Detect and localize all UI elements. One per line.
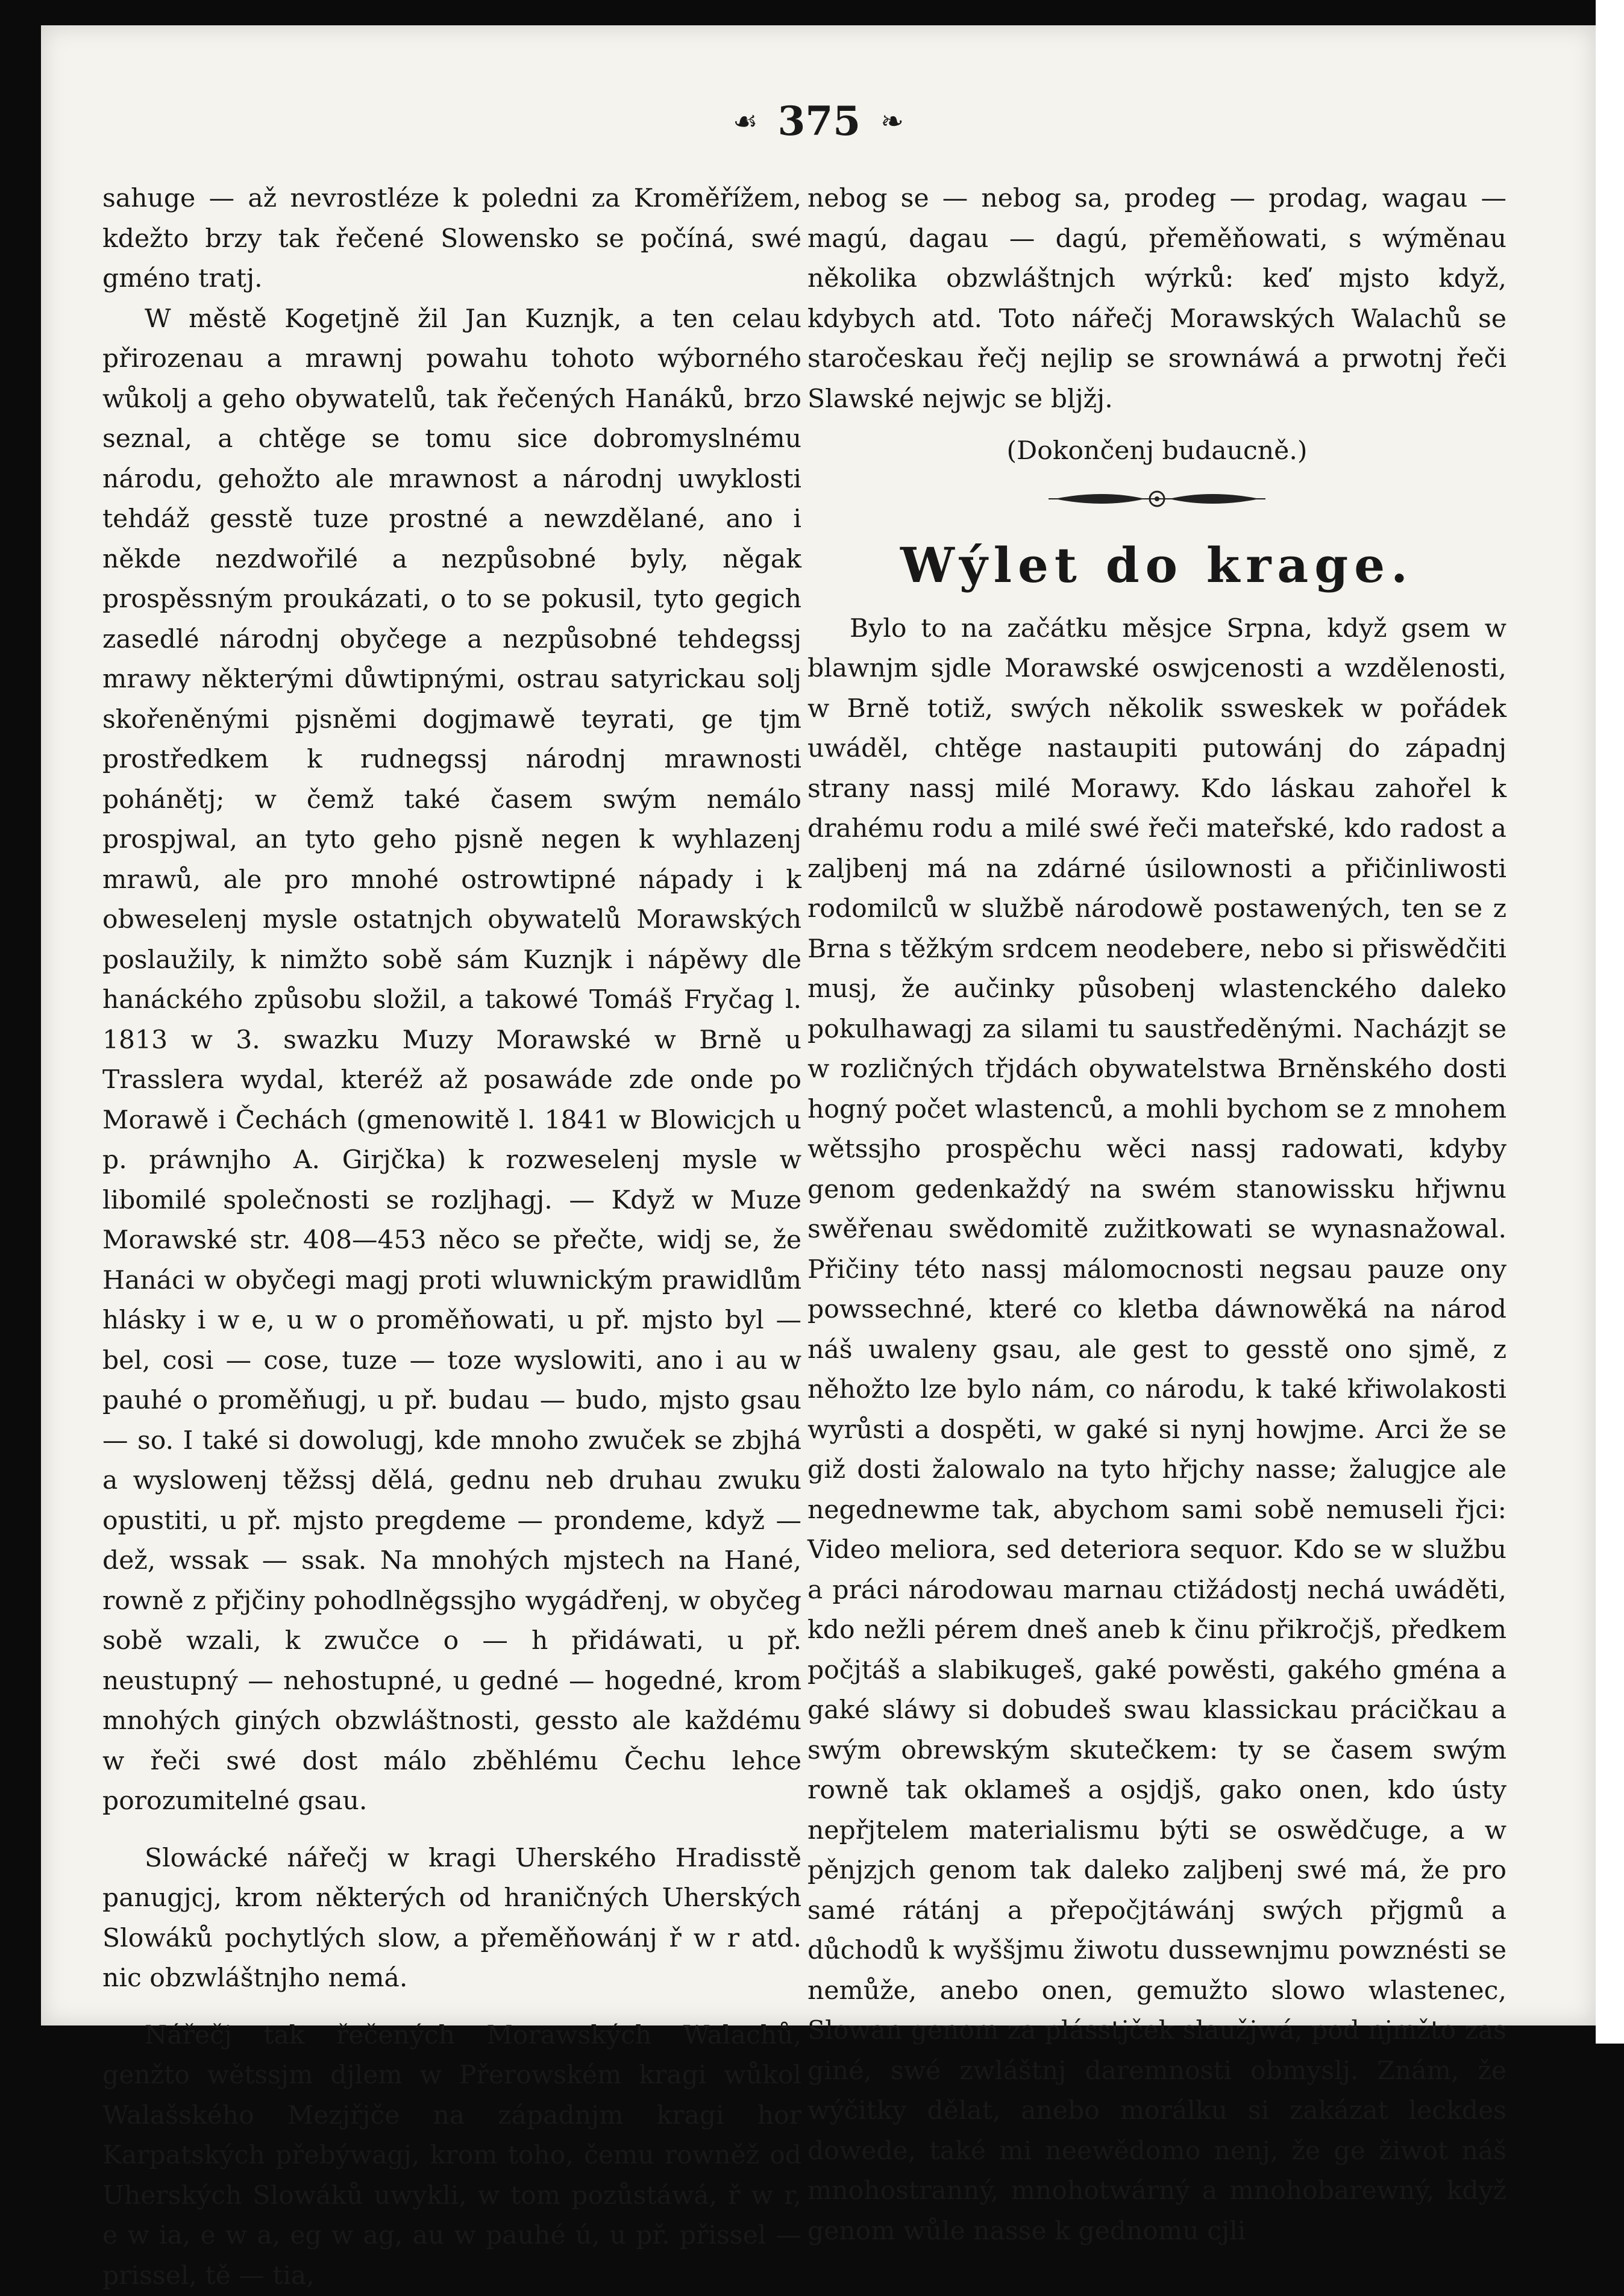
page-number: 375 (777, 98, 861, 145)
paragraph: nebog se — nebog sa, prodeg — prodag, wagau — magú, dagau — dagú, přeměňowati, s wýměnau několika obzwláštnjch wýrků: keď mjsto když, kdybych atd. Toto nářečj Morawských Walachů se staročeskau řečj nejlip se srownáwá a prwotnj řeči Slawské nejwjc se bljžj. (807, 179, 1506, 419)
section-divider (807, 478, 1506, 520)
ornament-left-icon: ☙ (733, 105, 757, 137)
page-header (41, 98, 1596, 158)
article-title: Wýlet do krage. (807, 532, 1506, 598)
continuation-note: (Dokončenj budaucně.) (807, 431, 1506, 472)
right-column (807, 179, 1506, 2251)
book-page (41, 25, 1596, 2025)
paragraph: Bylo to na začátku měsjce Srpna, když gsem w blawnjm sjdle Morawské oswjcenosti a wzdělenosti, w Brně totiž, swých několik ssweskek w pořádek uwáděl, chtěge nastaupiti putowánj do západnj strany nassj milé Morawy. Kdo láskau zahořel k drahému rodu a milé swé řeči mateřské, kdo radost a zaljbenj má na zdárné úsilownosti a přičinliwosti rodomilců w službě národowě postawených, ten se z Brna s těžkým srdcem neodebere, nebo si přiswědčiti musj, že aučinky působenj wlastenckého daleko pokulhawagj za silami tu saustředěnými. Nacházjt se w rozličných třjdách obywatelstwa Brněnského dosti hogný počet wlastenců, a mohli bychom se z mnohem wětssjho prospěchu wěci nassj radowati, kdyby genom gedenkaždý na swém stanowissku hřjwnu swěřenau swědomitě zužitkowati se wynasnažowal. Přičiny této nassj málomocnosti negsau pauze ony powssechné, které co kletba dáwnowěká na národ náš uwaleny gsau, ale gest to gesstě ono sjmě, z něhožto lze bylo nám, co národu, k také křiwolakosti wyrůsti a dospěti, w gaké si nynj howjme. Arci že se giž dosti žalowalo na tyto hřjchy nasse; žalugjce ale negednewme tak, abychom sami sobě nemuseli řjci: Video meliora, sed deteriora sequor. Kdo se w službu a práci národowau marnau ctižádostj nechá uwáděti, kdo nežli pérem dneš aneb k činu přikročjš, předkem počjtáš a slabikugeš, gaké powěsti, gakého gména a gaké sláwy si dobudeš swau klassickau prácičkau a swým obrewským skutečkem: ty se časem swým rowně tak oklameš a osjdjš, gako onen, kdo ústy nepřjtelem materialismu býti se oswědčuge, a w pěnjzjch genom tak daleko zaljbenj swé má, že pro samé rátánj a přepočjtáwánj swých přjgmů a důchodů k wyššjmu žiwotu dussewnjmu powznésti se nemůže, anebo onen, gemužto slowo wlastenec, Slowan genom za plásstjček slaužjwá, pod njmžto zas giné, swé zwláštnj daremnosti obmyslj. Znám, že wýčitky dělat, anebo morálku si zakázat leckdes dowede, také mi neewědomo nenj, že ge žiwot náš mnohostranný, mnohotwárný a mnohobarewný, když genom wůle nasse k gednomu cjli (807, 609, 1506, 2252)
ornament-right-icon: ❧ (880, 105, 904, 137)
paragraph: Nářečj tak řečených Morawských Walachů, genžto wětssjm djlem w Přerowském kragi wůkol Walašského Mezjřjče na západnjm kragi hor Karpatských přebýwagj, krom toho, čemu rowněž od Uherských Slowáků uwykli, w tom pozůstáwá, ř w r, e w ia, e w a, eg w ag, au w pauhé ú, u př. přissel — prissel, tě — tia, (102, 2016, 801, 2296)
paragraph: Slowácké nářečj w kragi Uherského Hradisstě panugjcj, krom některých od hraničných Uherských Slowáků pochytlých slow, a přeměňowánj ř w r atd. nic obzwláštnjho nemá. (102, 1839, 801, 1999)
left-column (102, 179, 801, 2296)
binding-edge (1596, 0, 1624, 2044)
divider-ornament-icon (1049, 487, 1265, 511)
paragraph: W městě Kogetjně žil Jan Kuznjk, a ten celau přirozenau a mrawnj powahu tohoto wýborného wůkolj a geho obywatelů, tak řečených Hanáků, brzo seznal, a chtěge se tomu sice dobromyslnému národu, gehožto ale mrawnost a národnj uwyklosti tehdáž gesstě tuze prostné a newzdělané, ano i někde nezdwořilé a nezpůsobné byly, něgak prospěssným proukázati, o to se pokusil, tyto gegich zasedlé národnj obyčege a nezpůsobné tehdegssj mrawy některými důwtipnými, ostrau satyrickau solj skořeněnými pjsněmi dogjmawě teyrati, ge tjm prostředkem k rudnegssj národnj mrawnosti pohánětj; w čemž také časem swým nemálo prospjwal, an tyto geho pjsně negen k wyhlazenj mrawů, ale pro mnohé ostrowtipné nápady i k obweselenj mysle ostatnjch obywatelů Morawských poslaužily, k nimžto sobě sám Kuznjk i nápěwy dle hanáckého způsobu složil, a takowé Tomáš Fryčag l. 1813 w 3. swazku Muzy Morawské w Brně u Trasslera wydal, kteréž až posawáde zde onde po Morawě i Čechách (gmenowitě l. 1841 w Blowicjch u p. práwnjho A. Girjčka) k rozweselenj mysle w libomilé společnosti se rozljhagj. — Když w Muze Morawské str. 408—453 něco se přečte, widj se, že Hanáci w obyčegi magj proti wluwnickým prawidlům hlásky i w e, u w o proměňowati, u př. mjsto byl — bel, cosi — cose, tuze — toze wyslowiti, ano i au w pauhé o proměňugj, u př. budau — budo, mjsto gsau — so. I také si dowolugj, kde mnoho zwuček se zbjhá a wyslowenj těžssj dělá, gednu neb druhau zwuku opustiti, u př. mjsto pregdeme — prondeme, když — dež, wssak — ssak. Na mnohých mjstech na Hané, rowně z přjčiny pohodlněgssjho wygádřenj, w obyčeg sobě wzali, k zwučce o — h přidáwati, u př. neustupný — nehostupné, u gedné — hogedné, krom mnohých giných obzwláštnosti, gesstо ale každému w řeči swé dost málo zběhlému Čechu lehce porozumitelné gsau. (102, 299, 801, 1822)
paragraph: sahuge — až nevrostléze k poledni za Kroměřížem, kdežto brzy tak řečené Slowensko se počíná, swé gméno tratj. (102, 179, 801, 299)
